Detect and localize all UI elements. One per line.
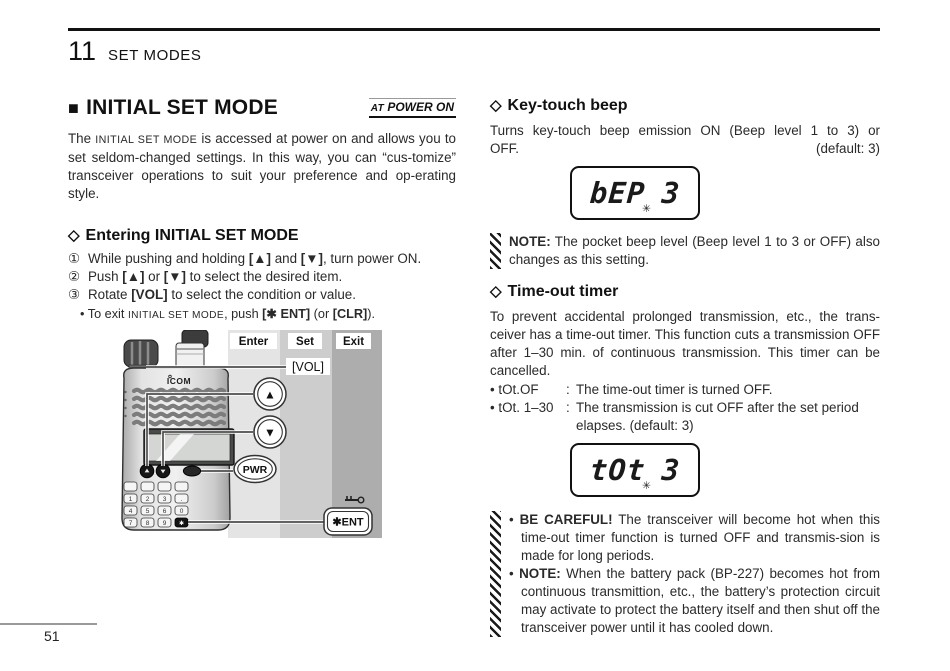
transceiver-illustration: [122, 330, 234, 530]
timeout-lcd-display: [570, 443, 700, 497]
exit-column-label: Exit: [342, 336, 365, 348]
lcd-screen: [144, 429, 234, 465]
step-1-number: ①: [68, 251, 81, 266]
section-title-initial-set-mode: [68, 96, 278, 120]
diamond-icon: ◇: [490, 97, 502, 114]
hatch-strip: [490, 233, 501, 269]
timeout-options: [490, 381, 880, 435]
svg-text:6: 6: [162, 508, 167, 515]
timeout-paragraph: To prevent accidental prolonged transmission, etc., the trans-ceiver has a time-out timer. This function cuts a transmission OFF after 1–30 min. of continuous transmission. This timer can be cancelled.: [490, 309, 880, 378]
key-touch-paragraph: Turns key-touch beep emission ON (Beep level 1 to 3) or OFF. (default: 3): [490, 123, 880, 156]
caution-battery-note: • NOTE: When the battery pack (BP-227) becomes hot from continuous transmittion, etc., the battery’s protection circuit may activate to protect the battery itself and then shut off the transceiver power until it has cooled down.: [509, 566, 880, 635]
left-column: [68, 96, 456, 324]
diamond-icon: ◇: [68, 227, 80, 244]
step-1: ① While pushing and holding [▲] and [▼], turn power ON.: [68, 251, 422, 266]
power-key: [183, 466, 200, 476]
caution-be-careful: • BE CAREFUL! The transceiver will become hot when this time-out timer function is turned OFF and transmis-sion is made for long periods.: [509, 512, 880, 563]
heading-key-touch-beep: ◇ Key-touch beep: [490, 97, 628, 114]
svg-text:▼: ▼: [264, 425, 276, 440]
enter-column-label: Enter: [238, 336, 269, 348]
beep-note: NOTE: The pocket beep level (Beep level 1 to 3 or OFF) also changes as this setting.: [490, 233, 880, 269]
svg-text:0: 0: [179, 508, 184, 515]
step-3-number: ③: [68, 287, 81, 302]
black-square-icon: ■: [68, 98, 80, 118]
blink-icon: ✳: [641, 200, 653, 216]
chapter-title: SET MODES: [108, 47, 202, 64]
up-button-callout: [254, 378, 286, 410]
hatch-strip: [490, 511, 501, 637]
beep-lcd-display: [570, 166, 700, 220]
section-title-text: INITIAL SET MODE: [86, 96, 278, 119]
chapter-number: 11: [68, 36, 97, 66]
lcd-label: bEP: [588, 176, 647, 210]
brand-logo: ICOM: [166, 376, 192, 386]
lcd-value: 3: [660, 453, 682, 487]
svg-text:5: 5: [145, 508, 150, 515]
exit-band: [332, 330, 382, 538]
transceiver-diagram: [110, 330, 382, 538]
svg-text:✱ENT: ✱ENT: [332, 516, 364, 529]
svg-text:2: 2: [145, 496, 150, 503]
heading-time-out-timer: ◇ Time-out timer: [490, 283, 619, 300]
option-row: • tOt. 1–30 : The transmission is cut OFF after the set period elapses. (default: 3): [490, 400, 859, 433]
svg-text:8: 8: [145, 520, 150, 527]
intro-paragraph: The INITIAL SET MODE is accessed at power on and allows you to set seldom-changed settings. In this way, you can “cus-tomize” transceiver operations to suit your preference and op-erating style.: [68, 131, 456, 201]
svg-text:PWR: PWR: [242, 464, 268, 476]
at-power-on-badge: AT POWER ON: [369, 98, 456, 118]
page-number-rule: [0, 623, 97, 625]
svg-text:9: 9: [162, 520, 167, 527]
svg-text:▲: ▲: [264, 387, 276, 402]
vol-label: [VOL]: [292, 360, 324, 374]
page-number: 51: [44, 628, 60, 644]
lcd-value: 3: [660, 176, 682, 210]
svg-text:7: 7: [128, 520, 133, 527]
svg-text:4: 4: [128, 508, 133, 515]
heading-entering-initial-set-mode: ◇ Entering INITIAL SET MODE: [68, 227, 299, 244]
option-row: • tOt.OF : The time-out timer is turned OFF.: [490, 382, 773, 397]
diamond-icon: ◇: [490, 283, 502, 300]
step-2-number: ②: [68, 269, 81, 284]
down-button-callout: [254, 416, 286, 448]
default-value-note: (default: 3): [815, 141, 880, 156]
entering-steps: [68, 250, 456, 304]
ent-button-callout: [324, 508, 372, 535]
blink-icon: ✳: [641, 477, 653, 493]
chapter-top-rule: [68, 28, 880, 31]
chapter-header: [68, 36, 202, 67]
right-column: [490, 96, 880, 637]
svg-text:✱: ✱: [178, 521, 185, 527]
svg-text:.: .: [180, 496, 183, 503]
pwr-button-callout: [234, 456, 276, 483]
set-column-label: Set: [296, 336, 314, 348]
step-3: ③ Rotate [VOL] to select the condition or value.: [68, 287, 356, 302]
timeout-caution: [490, 511, 880, 637]
svg-text:3: 3: [162, 496, 167, 503]
svg-text:1: 1: [128, 496, 133, 503]
step-2: ② Push [▲] or [▼] to select the desired item.: [68, 269, 343, 284]
lcd-label: tOt: [588, 453, 647, 487]
exit-note: • To exit INITIAL SET MODE, push [✱ ENT] (or [CLR]).: [80, 307, 376, 321]
